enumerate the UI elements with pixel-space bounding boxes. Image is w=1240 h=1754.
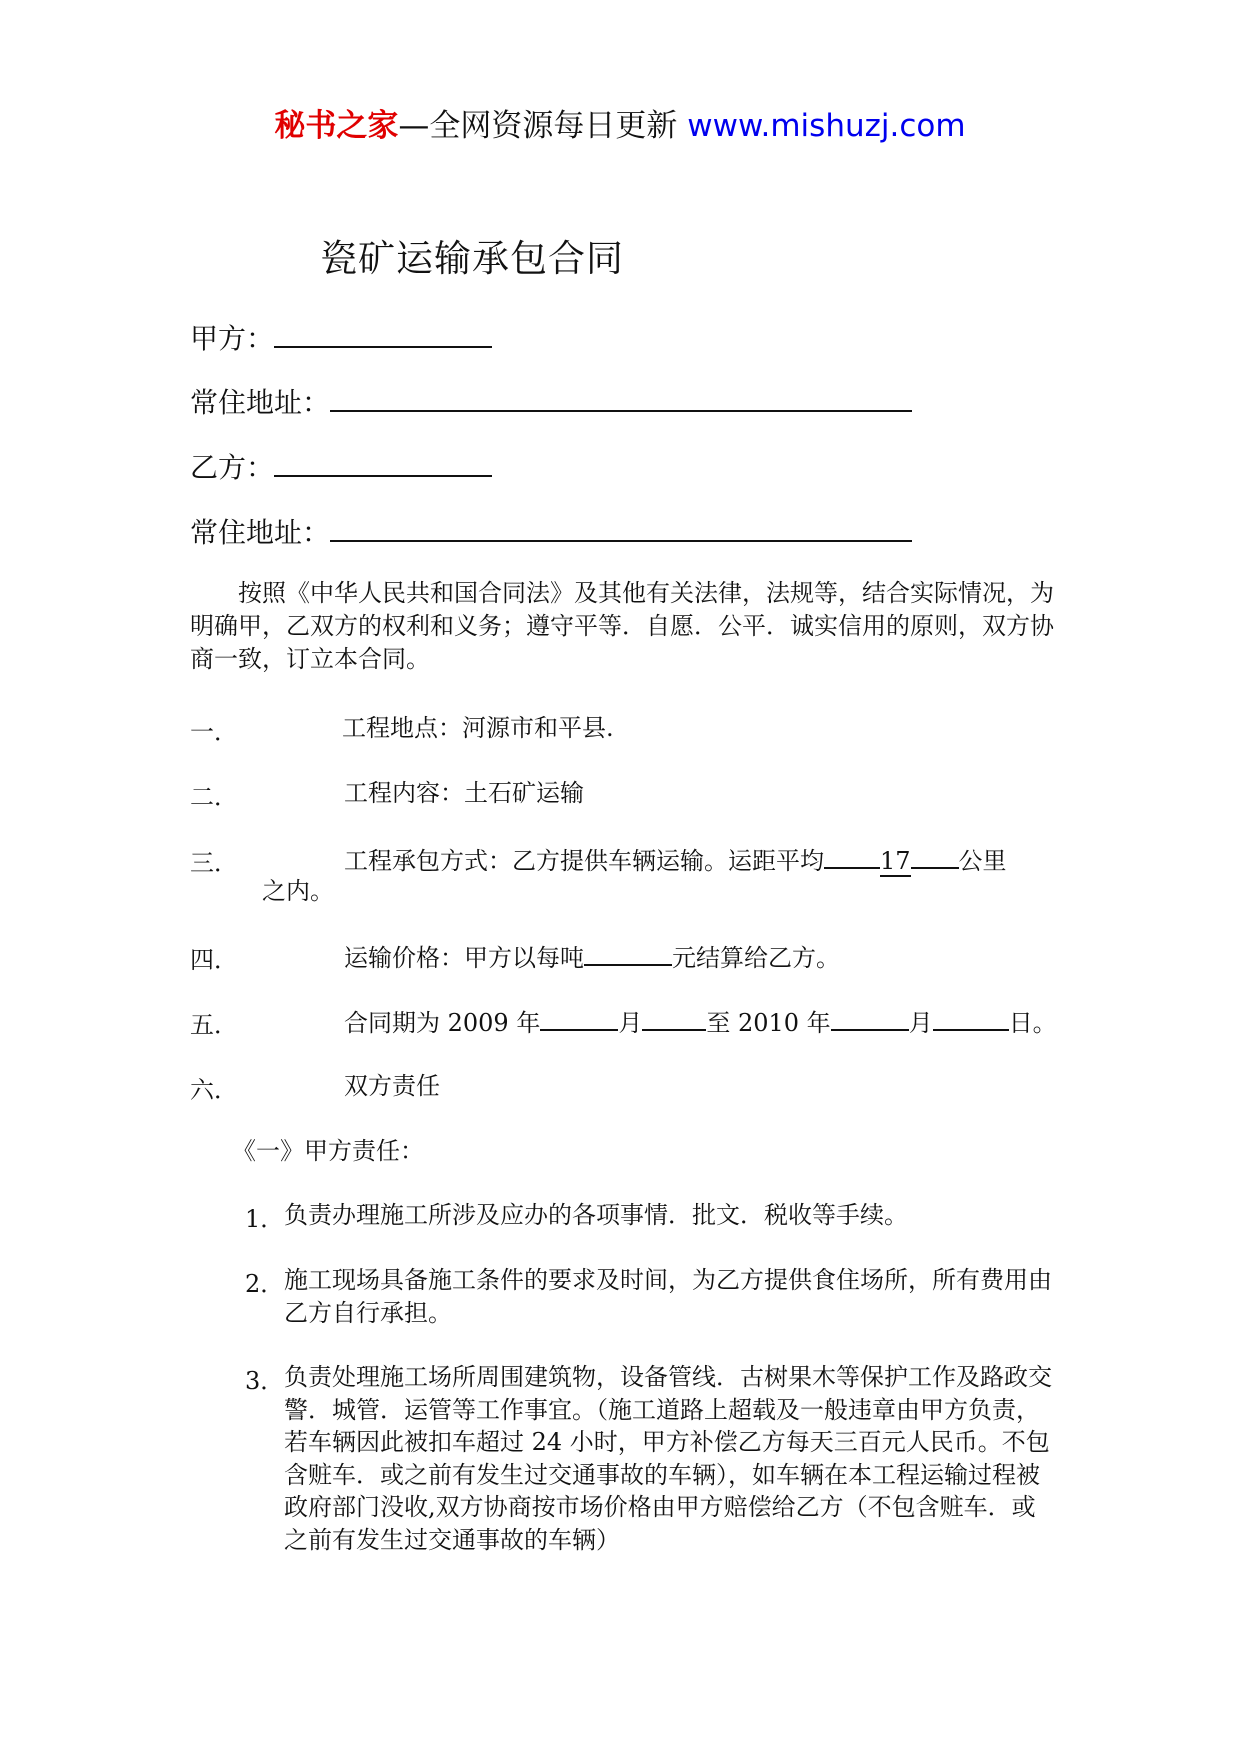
preamble-paragraph: 按照《中华人民共和国合同法》及其他有关法律，法规等，结合实际情况，为明确甲，乙双方的权利和义务；遵守平等．自愿．公平．诚实信用的原则，双方协商一致，订立本合同。: [190, 579, 1054, 673]
clause-4-text-b: 元结算给乙方。: [672, 944, 840, 972]
site-url-link[interactable]: www.mishuzj.com: [687, 108, 966, 144]
party-b-line: [190, 446, 492, 486]
clause-1-text: 工程地点：河源市和平县.: [342, 714, 614, 742]
clause-4-text-a: 运输价格：甲方以每吨: [344, 944, 584, 972]
clause-5-day: 日。: [1008, 1009, 1057, 1037]
site-header: [0, 100, 1240, 145]
clause-6-number: 六．: [190, 1076, 238, 1104]
brand-name: 秘书之家: [274, 108, 399, 144]
duty-3-number: 3．: [245, 1367, 285, 1395]
address-line-2: [190, 511, 912, 551]
clause-2-text: 工程内容：土石矿运输: [344, 779, 584, 807]
duty-3-text: 负责处理施工场所周围建筑物，设备管线．古树果木等保护工作及路政交警．城管．运管等工作事宜。（施工道路上超载及一般违章由甲方负责，若车辆因此被扣车超过 24 小时，甲方补偿乙方每天三百元人民币。不包含赃车．或之前有发生过交通事故的车辆），如车辆在本工程运输过程被政府部门没收,双方协商按市场价格由甲方赔偿给乙方（不包含赃车．或之前有发生过交通事故的车辆）: [284, 1363, 1052, 1554]
clause-4-text: [344, 940, 840, 974]
start-month-blank: [540, 1005, 618, 1031]
clause-3-unit: 公里: [958, 847, 1007, 875]
address-blank-1: [330, 386, 912, 412]
clause-5-text: [344, 1005, 1057, 1039]
clause-3-text: [344, 843, 1007, 877]
address-label-2: 常住地址：: [190, 516, 331, 549]
address-label-1: 常住地址：: [190, 386, 331, 419]
clause-3-number: 三．: [190, 849, 238, 877]
price-blank: [584, 940, 672, 966]
duty-1-text: 负责办理施工所涉及应办的各项事情．批文．税收等手续。: [284, 1201, 908, 1229]
clause-5-month-1: 月: [618, 1009, 643, 1037]
distance-value: 17: [880, 847, 911, 875]
clause-5-month-2: 月: [908, 1009, 933, 1037]
party-a-line: [190, 317, 492, 357]
address-line-1: [190, 381, 912, 421]
duty-2-number: 2．: [245, 1270, 285, 1298]
clause-5-to: 至 2010 年: [706, 1009, 831, 1037]
party-b-blank: [274, 451, 492, 477]
duty-2-text: 施工现场具备施工条件的要求及时间，为乙方提供食住场所，所有费用由乙方自行承担。: [284, 1266, 1052, 1327]
end-month-blank: [831, 1005, 909, 1031]
party-a-blank: [274, 322, 492, 348]
distance-blank-left: [824, 843, 880, 869]
party-a-duties-heading: 《一》甲方责任：: [232, 1137, 424, 1165]
party-b-label: 乙方：: [190, 451, 275, 484]
document-title: 瓷矿运输承包合同: [320, 237, 624, 280]
clause-2-number: 二．: [190, 783, 238, 811]
end-day-blank: [933, 1005, 1009, 1031]
address-blank-2: [330, 516, 912, 542]
party-a-label: 甲方：: [190, 322, 275, 355]
start-day-blank: [642, 1005, 706, 1031]
clause-3-text-a: 工程承包方式：乙方提供车辆运输。运距平均: [344, 847, 824, 875]
clause-3-continuation: 之内。: [262, 877, 334, 905]
clause-6-text: 双方责任: [344, 1072, 440, 1100]
clause-1-number: 一．: [190, 718, 238, 746]
duty-1-number: 1．: [245, 1205, 285, 1233]
clause-5-text-a: 合同期为 2009 年: [344, 1009, 541, 1037]
clause-5-number: 五．: [190, 1011, 238, 1039]
distance-blank-right: [911, 843, 959, 869]
header-slogan: —全网资源每日更新: [398, 108, 688, 144]
clause-4-number: 四．: [190, 946, 238, 974]
